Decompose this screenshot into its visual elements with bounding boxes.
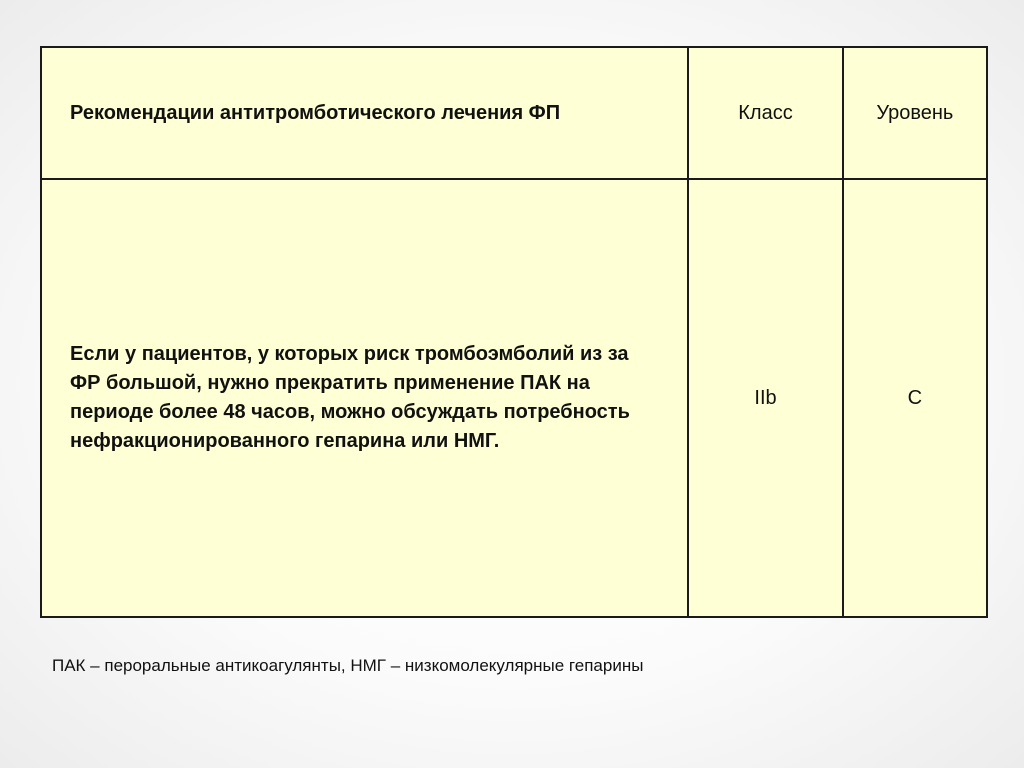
- level-value: C: [843, 179, 987, 617]
- footnote: ПАК – пероральные антикоагулянты, НМГ – низкомолекулярные гепарины: [52, 656, 644, 675]
- class-value: IIb: [688, 179, 842, 617]
- table-row: [41, 179, 987, 617]
- recommendation-text: Если у пациентов, у которых риск тромбоэмболий из за ФР большой, нужно прекратить применение ПАК на периоде более 48 часов, можно обсуждать потребность нефракционированного гепарина или НМГ.: [41, 179, 688, 617]
- header-class: Класс: [688, 47, 842, 179]
- header-level: Уровень: [843, 47, 987, 179]
- header-recommendation: Рекомендации антитромботического лечения ФП: [41, 47, 688, 179]
- recommendation-table: [40, 46, 988, 618]
- table-header-row: [41, 47, 987, 179]
